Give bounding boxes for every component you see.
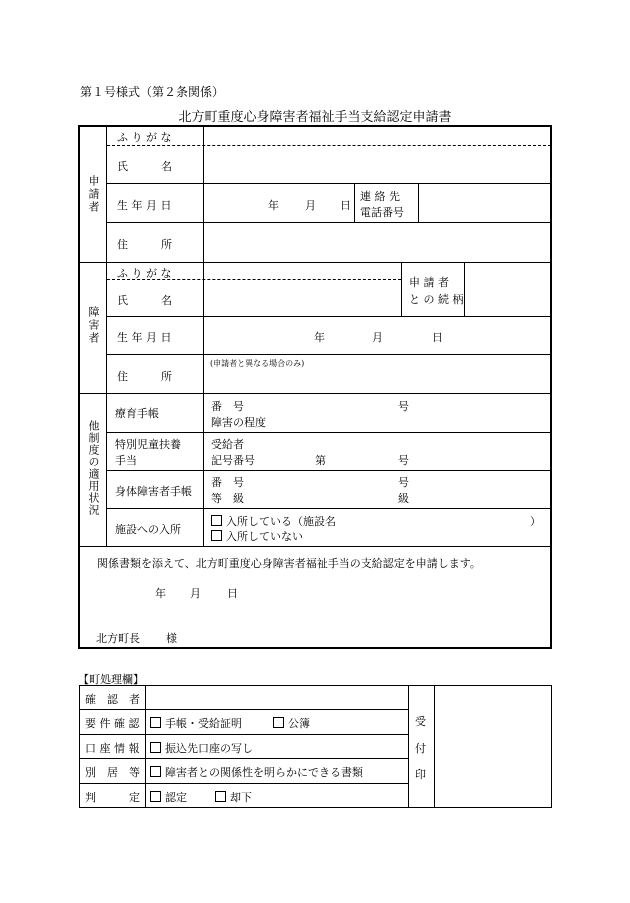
disabled-address-label: 住 所 <box>117 370 172 383</box>
office-requirement-opt1[interactable] <box>150 715 242 731</box>
applicant-phone-field[interactable] <box>420 186 550 220</box>
office-judgment-label: 判 定 <box>85 791 140 804</box>
tokubetsu-label-1: 特別児童扶養 <box>115 438 181 451</box>
office-account-opt1-text: 振込先口座の写し <box>165 742 253 755</box>
disabled-address-note: (申請者と異なる場合のみ) <box>210 359 305 368</box>
office-judgment-opt1[interactable] <box>150 789 187 805</box>
stamp-label-2: 付 <box>415 742 426 755</box>
symbol-number-suffix: 号 <box>398 454 409 467</box>
recipient-label: 受給者 <box>211 438 244 451</box>
applicant-birth-month: 月 <box>305 199 316 212</box>
applicant-name-label: 氏 名 <box>117 160 172 173</box>
disabled-furigana-field[interactable] <box>208 265 398 278</box>
checkbox-icon <box>273 717 284 728</box>
office-separate-label: 別 居 等 <box>85 766 140 779</box>
declaration-year: 年 <box>155 587 166 600</box>
ryoiku-degree-label: 障害の程度 <box>211 416 266 429</box>
office-judgment-opt2-text: 却下 <box>230 791 252 804</box>
mayor-label: 北方町長 <box>96 632 140 645</box>
ryoiku-label: 療育手帳 <box>115 407 159 420</box>
office-separate-opt1[interactable] <box>150 764 363 780</box>
symbol-number-label: 記号番号 <box>211 454 255 467</box>
office-requirement-opt2-text: 公簿 <box>288 717 310 730</box>
office-account-label: 口 座 情 報 <box>85 742 140 755</box>
facility-option-1[interactable] <box>211 513 336 529</box>
shintai-number-label: 番 号 <box>211 476 244 489</box>
facility-label: 施設への入所 <box>115 523 181 536</box>
office-requirement-opt1-text: 手帳・受給証明 <box>165 717 242 730</box>
disabled-name-field[interactable] <box>208 283 398 313</box>
office-account-opt1[interactable] <box>150 740 253 756</box>
disabled-birth-label: 生 年 月 日 <box>117 331 172 344</box>
office-separate-opt1-text: 障害者との関係性を明らかにできる書類 <box>165 766 363 779</box>
tokubetsu-label-2: 手当 <box>115 454 137 467</box>
shintai-grade-suffix: 級 <box>398 492 409 505</box>
declaration-month: 月 <box>190 587 201 600</box>
symbol-number-dai: 第 <box>315 454 326 467</box>
office-judgment-opt2[interactable] <box>215 789 252 805</box>
applicant-birth-year: 年 <box>268 199 279 212</box>
ryoiku-number-label: 番 号 <box>211 400 244 413</box>
disabled-birth-month: 月 <box>372 331 383 344</box>
checkbox-icon <box>150 717 161 728</box>
office-judgment-opt1-text: 認定 <box>165 791 187 804</box>
page-title: 北方町重度心身障害者福祉手当支給認定申請書 <box>178 110 452 125</box>
office-heading: 【町処理欄】 <box>78 673 144 686</box>
applicant-furigana-label: ふ り が な <box>117 131 172 144</box>
office-requirement-label: 要 件 確 認 <box>85 717 140 730</box>
disabled-birth-day: 日 <box>432 331 443 344</box>
stamp-label-3: 印 <box>415 768 426 781</box>
disabled-birth-year: 年 <box>314 331 325 344</box>
checkbox-icon <box>150 742 161 753</box>
applicant-name-field[interactable] <box>208 150 550 180</box>
checkbox-icon <box>150 766 161 777</box>
facility-option-2[interactable] <box>211 528 303 544</box>
checkbox-icon <box>211 530 222 541</box>
mayor-sama: 様 <box>166 632 177 645</box>
facility-option-2-text: 入所していない <box>226 530 303 543</box>
ryoiku-number-suffix: 号 <box>398 400 409 413</box>
applicant-birth-day: 日 <box>340 199 351 212</box>
facility-paren-close: ） <box>530 515 541 528</box>
shintai-number-suffix: 号 <box>398 476 409 489</box>
shintai-grade-label: 等 級 <box>211 492 244 505</box>
shintai-label: 身体障害者手帳 <box>115 485 192 498</box>
declaration-day: 日 <box>227 587 238 600</box>
applicant-furigana-field[interactable] <box>208 129 550 143</box>
disabled-furigana-label: ふ り が な <box>117 267 172 280</box>
relation-field[interactable] <box>467 266 549 314</box>
other-system-section-label: 他制度の適用状況 <box>87 420 100 516</box>
declaration-text: 関係書類を添えて、北方町重度心身障害者福祉手当の支給認定を申請します。 <box>97 557 481 570</box>
relation-label-2: と の 続 柄 <box>409 293 464 306</box>
disabled-address-field[interactable] <box>208 370 550 390</box>
stamp-area[interactable] <box>437 689 549 805</box>
checkbox-icon <box>150 791 161 802</box>
disabled-section-label: 障害者 <box>87 306 100 345</box>
disabled-name-label: 氏 名 <box>117 294 172 307</box>
relation-label-1: 申 請 者 <box>409 276 449 289</box>
applicant-section-label: 申請者 <box>87 175 100 214</box>
stamp-label-1: 受 <box>415 715 426 728</box>
applicant-birth-label: 生 年 月 日 <box>117 199 172 212</box>
office-confirmer-field[interactable] <box>148 689 404 707</box>
form-number: 第１号様式（第２条関係） <box>80 85 225 99</box>
office-requirement-opt2[interactable] <box>273 715 310 731</box>
applicant-address-label: 住 所 <box>117 238 172 251</box>
applicant-phone-label: 電話番号 <box>360 206 404 219</box>
applicant-contact-label: 連 絡 先 <box>360 190 400 203</box>
checkbox-icon <box>215 791 226 802</box>
applicant-address-field[interactable] <box>208 226 550 260</box>
facility-option-1-text: 入所している（施設名 <box>226 515 336 528</box>
office-confirmer-label: 確 認 者 <box>85 693 140 706</box>
checkbox-icon <box>211 515 222 526</box>
